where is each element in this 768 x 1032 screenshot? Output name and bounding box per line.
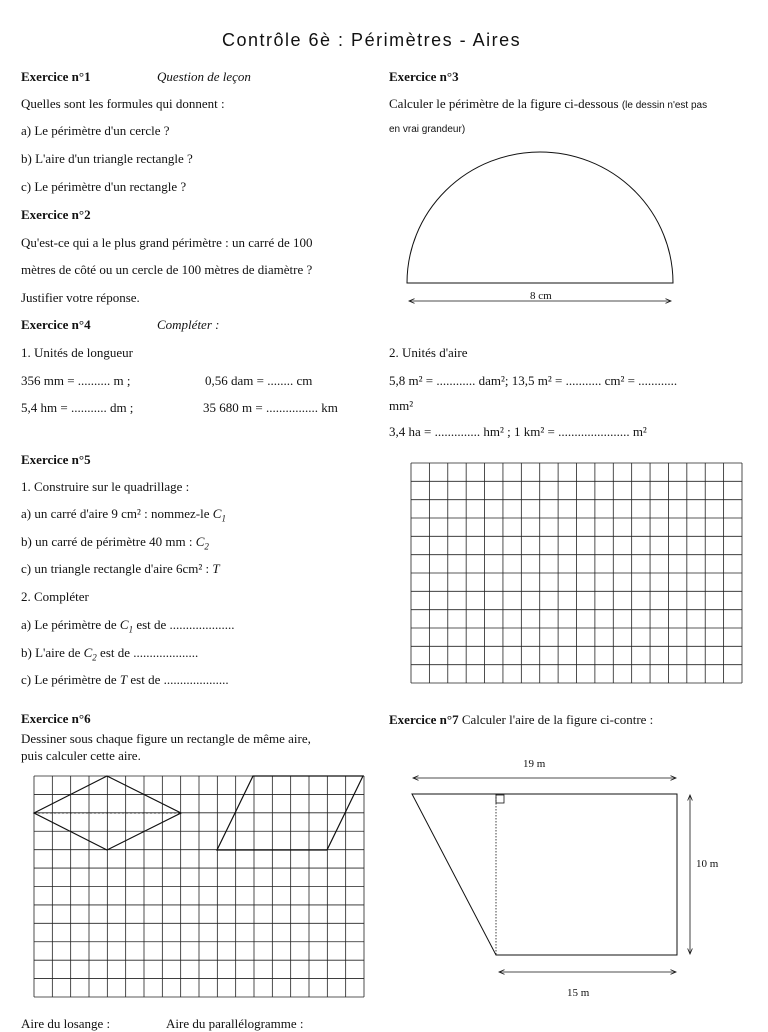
ex4-area-1: 5,8 m² = ............ dam²; 13,5 m² = ........... cm² = ............ (389, 373, 678, 388)
ex1-heading: Exercice n°1 (21, 69, 91, 84)
ex2-line3: Justifier votre réponse. (21, 290, 140, 305)
ex2-heading: Exercice n°2 (21, 207, 91, 222)
ex4-length-1b: 0,56 dam = ........ cm (205, 373, 313, 388)
ex3-semicircle-figure (407, 152, 673, 301)
ex6-bottom-losange: Aire du losange : (21, 1016, 111, 1031)
right-angle-mark (496, 795, 504, 803)
ex4-subtitle: Compléter : (157, 317, 220, 332)
ex2-line1: Qu'est-ce qui a le plus grand périmètre : un carré de 100 (21, 235, 313, 250)
ex5-heading: Exercice n°5 (21, 452, 91, 467)
ex1-item-c: c) Le périmètre d'un rectangle ? (21, 179, 187, 194)
ex6-line1: Dessiner sous chaque figure un rectangle de même aire, (21, 731, 311, 746)
ex5-item-b: b) un carré de périmètre 40 mm : $C_2$ (21, 534, 209, 552)
ex4-area-1b: mm² (389, 398, 414, 413)
ex4-length-2b: 35 680 m = ................ km (203, 400, 338, 415)
ex3-dimension: 8 cm (530, 290, 552, 302)
semicircle-arc (407, 152, 673, 283)
page-title: Contrôle 6è : Périmètres - Aires (222, 30, 522, 50)
ex1-item-b: b) L'aire d'un triangle rectangle ? (21, 151, 193, 166)
ex4-length-2a: 5,4 hm = ........... dm ; (21, 400, 134, 415)
ex7-heading-line: Exercice n°7 Calculer l'aire de la figure ci-contre : (389, 712, 654, 727)
ex5-item-d: a) Le périmètre de $C_1$ est de .................... (21, 617, 235, 635)
ex4-length-1a: 356 mm = .......... m ; (21, 373, 131, 388)
ex7-bottom-dimension: 15 m (567, 987, 590, 999)
ex6-heading: Exercice n°6 (21, 711, 91, 726)
ex7-right-dimension: 10 m (696, 858, 719, 870)
ex5-item-e: b) L'aire de $C_2$ est de .................... (21, 645, 199, 663)
ex2-line2: mètres de côté ou un cercle de 100 mètres de diamètre ? (21, 262, 313, 277)
ex5-part2: 2. Compléter (21, 589, 89, 604)
ex1-subtitle: Question de leçon (157, 69, 251, 84)
ex3-note: en vrai grandeur) (389, 124, 466, 135)
ex4-heading: Exercice n°4 (21, 317, 91, 332)
ex5-item-a: a) un carré d'aire 9 cm² : nommez-le $C_1$ (21, 506, 226, 524)
ex4-area-2: 3,4 ha = .............. hm² ; 1 km² = ...................... m² (389, 424, 647, 439)
ex4-part2: 2. Unités d'aire (389, 345, 468, 360)
ex7-top-dimension: 19 m (523, 758, 546, 770)
ex4-part1: 1. Unités de longueur (21, 345, 133, 360)
ex7-trapezoid-figure (412, 778, 690, 972)
ex6-line2: puis calculer cette aire. (21, 748, 141, 763)
ex3-text: Calculer le périmètre de la figure ci-dessous (le dessin n'est pas (389, 96, 708, 111)
ex5-item-f: c) Le périmètre de T est de .................... (21, 672, 229, 687)
ex3-heading: Exercice n°3 (389, 69, 459, 84)
ex6-grid[interactable] (34, 776, 364, 997)
ex5-item-c: c) un triangle rectangle d'aire 6cm² : T (21, 561, 220, 576)
ex1-intro: Quelles sont les formules qui donnent : (21, 96, 225, 111)
ex5-part1: 1. Construire sur le quadrillage : (21, 479, 190, 494)
ex5-grid[interactable] (411, 463, 742, 683)
ex1-item-a: a) Le périmètre d'un cercle ? (21, 123, 170, 138)
ex6-bottom-parallelogramme: Aire du parallélogramme : (166, 1016, 304, 1031)
